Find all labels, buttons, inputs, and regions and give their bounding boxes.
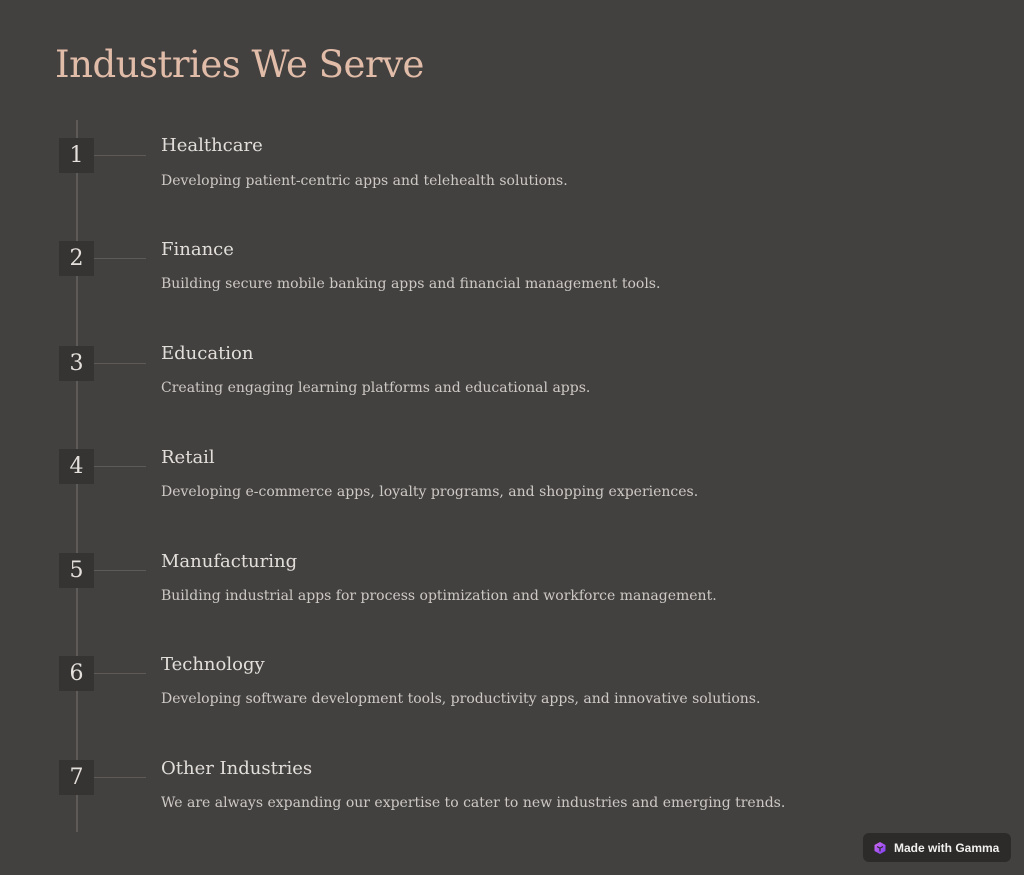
timeline-item-other-industries [0, 760, 1024, 840]
gamma-logo-icon [873, 841, 887, 855]
item-title: Healthcare [161, 135, 263, 156]
step-number-badge: 4 [59, 449, 94, 484]
timeline-item-manufacturing [0, 553, 1024, 633]
item-title: Technology [161, 654, 265, 675]
item-title: Retail [161, 447, 215, 468]
timeline-connector [94, 258, 146, 259]
timeline-connector [94, 570, 146, 571]
item-description: Developing e-commerce apps, loyalty programs, and shopping experiences. [161, 484, 699, 500]
item-description: Creating engaging learning platforms and educational apps. [161, 380, 591, 396]
timeline-connector [94, 155, 146, 156]
item-description: Building industrial apps for process optimization and workforce management. [161, 588, 717, 604]
timeline-connector [94, 673, 146, 674]
timeline-item-retail [0, 449, 1024, 529]
page-title: Industries We Serve [55, 43, 424, 86]
timeline-item-finance [0, 241, 1024, 321]
made-with-gamma-label: Made with Gamma [894, 840, 1000, 855]
step-number-badge: 6 [59, 656, 94, 691]
timeline-connector [94, 466, 146, 467]
step-number-badge: 7 [59, 760, 94, 795]
timeline-connector [94, 777, 146, 778]
step-number-badge: 3 [59, 346, 94, 381]
item-title: Manufacturing [161, 551, 298, 572]
item-title: Other Industries [161, 758, 313, 779]
item-description: Building secure mobile banking apps and financial management tools. [161, 276, 661, 292]
step-number-badge: 1 [59, 138, 94, 173]
item-title: Finance [161, 239, 234, 260]
step-number-badge: 5 [59, 553, 94, 588]
item-title: Education [161, 343, 254, 364]
item-description: We are always expanding our expertise to cater to new industries and emerging trends. [161, 795, 786, 811]
step-number-badge: 2 [59, 241, 94, 276]
timeline-item-technology [0, 656, 1024, 736]
timeline-item-education [0, 343, 1024, 426]
timeline-item-healthcare [0, 135, 1024, 218]
made-with-gamma-button[interactable] [863, 833, 1011, 862]
item-description: Developing software development tools, productivity apps, and innovative solutions. [161, 691, 761, 707]
timeline-connector [94, 363, 146, 364]
item-description: Developing patient-centric apps and telehealth solutions. [161, 173, 568, 189]
